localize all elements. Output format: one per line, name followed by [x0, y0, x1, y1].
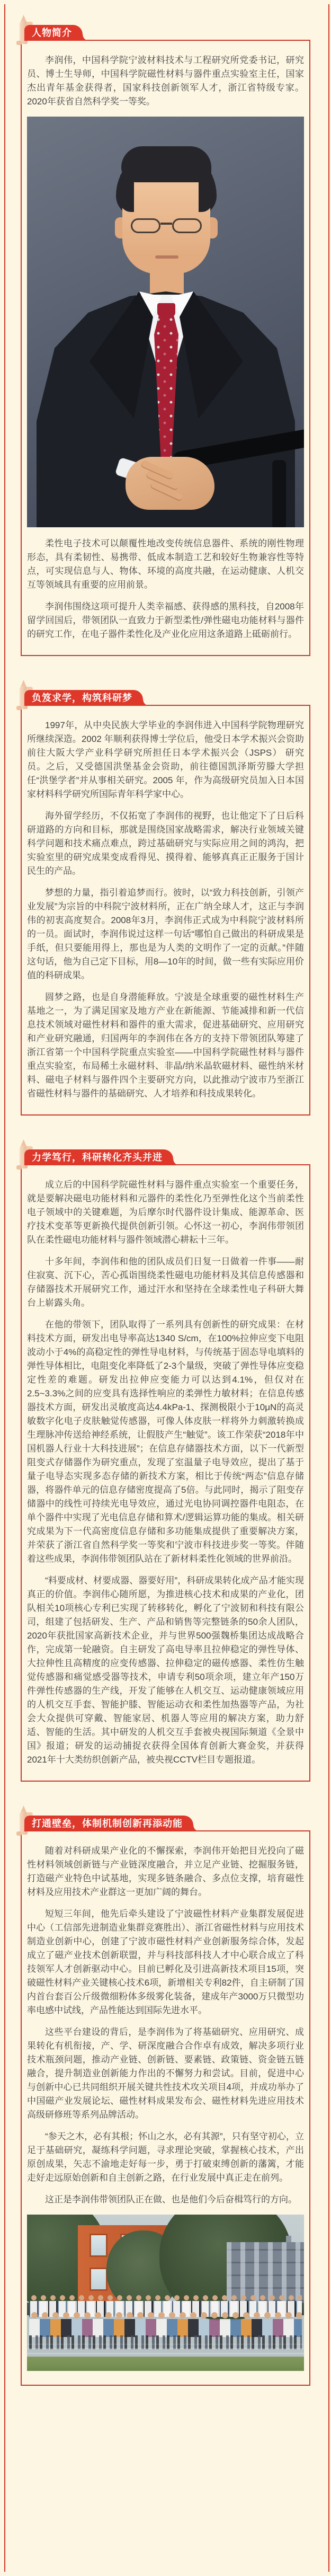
paragraph: 成立后的中国科学院磁性材料与器件重点实验室一个重要任务，就是要解决磁电功能材料和元器件的柔性化乃至弹性化这个当前柔性电子领域中的关键难题，为后摩尔时代器件设计集成、能源革命、医疗技术变革等更新换代提供创新引领。心怀这一初心，李润伟带领团队在柔性磁电功能材料与器件领域潜心耕耘十三年。 — [27, 1180, 304, 1245]
paragraph: 梦想的力量，指引着追梦而行。彼时，以“致力科技创新，引领产业发展”为宗旨的中科院宁波材料所，正在广纳全球人才，这正与李润伟的初衷高度契合。2008年3月，李润伟正式成为中科院宁波材料所的一员。面试时，李润伟说过这样一句话“哪怕自己做出的科研成果是手纸，但只要能用得上，那也是为人类的文明作了一定的贡献。”伴随这句话，他为自己定下目标，用8—10年的时间，做一些有实际应用价值的科研成果。 — [27, 888, 304, 980]
section-profile — [21, 0, 310, 656]
paragraph: 1997年，从中央民族大学毕业的李润伟进入中国科学院物理研究所继续深造。2002 年顺利获得博士学位后，他受日本学术振兴会资助前往大阪大学产业科学研究所担任日本学术振兴会（JSPS） 研究员。之后，又受德国洪堡基金会资助，前往德国凯泽斯劳滕大学担任“洪堡学者”并从事相关研究。2005 年，作为高级研究员加入日本国家材料科学研究所国际青年科学家中心。 — [27, 720, 304, 799]
section-badge-mechanism: 打通壁垒，体制机制创新再添动能 — [24, 1816, 193, 1831]
section-box-study — [21, 705, 310, 1116]
section-badge-study: 负笈求学，构筑科研梦 — [24, 690, 143, 706]
paragraph: 这些平台建设的背后，是李润伟为了将基础研究、应用研究、成果转化有机衔接，产、学、研深度融合合作卓有成效，解决多项行业技术瓶颈问题，推动产业链、创新链、要素链、政策链、资金链五链融合，提升制造业创新能力作出的不懈努力和尝试。目前，促进中心与创新中心已共同组织开展关键共性技术攻关项目4项，并成功举办了中国磁产业发展论坛、磁性材料成果发布会、磁性材料先进应用技术高级研修班等系列品牌活动。 — [27, 2027, 304, 2120]
paragraph: “料要成材、材要成器、器要好用”，科研成果转化成产品才能实现真正的价值。李润伟心随所愿，为推进核心技术和成果的产业化，团队相关10项核心专利已实现了转移转化，孵化了宁波韧和科技有限公司，组建了包括研发、生产、产品和销售等完整链条的50余人团队，2020年获批国家高新技术企业，并与世界500强魏桥集团达成战略合作，完成第一轮融资。自主研发了高电导率且拉伸稳定的弹性导体、大拉伸性且高精度的应变传感器、拉伸稳定的磁传感器、柔性仿生触觉传感器和痛觉感受器等技术，申请专利50项余项，建立年产150万件弹性传感器的生产线，开发了能够在人机交互、运动健康领域应用的人机交互手套、智能护膝、智能运动衣和柔性加热器等产品，为社会大众提供可穿戴、智能家居、机器人等应用的解决方案，助力舒适、智能的生活。其中研发的人机交互手套被央视国际频道《全景中国》报道；研发的运动捕捉衣获得全国体育创新大赛金奖，并获得2021年十大类纺织创新产品，被央视CCTV栏目专题报道。 — [27, 1575, 304, 1765]
portrait-glasses — [131, 218, 202, 235]
left-accent-line — [4, 4, 5, 2572]
section-box-mechanism — [21, 1830, 310, 2386]
section-badge-research: 力学笃行，科研转化齐头并进 — [24, 1149, 173, 1165]
paragraph: 短短三年间，他先后牵头建设了宁波磁性材料产业集群发展促进中心（工信部先进制造业集群竞赛胜出）、浙江省磁性材料与应用技术制造业创新中心，创建了宁波市磁性材料产业创新服务综合体，发起成立了磁产业技术创新联盟，并与科技部科技人才中心联合成立了科技领军人才创新驱动中心。目前已孵化及引进高新技术项目15项，突破磁性材料产业关键核心技术6项，新增相关专利82件，自主研制了国内首台套百公斤级微细粉体多级雾化装备，建成年产3000万只微型功率电感中试线，产品性能达到国际先进水平。 — [27, 1909, 304, 2015]
paragraph: 随着对科研成果产业化的不懈探索，李润伟开始把目光投向了磁性材料领域创新链与产业链深度融合，并立足产业链、挖掘服务链，打造磁产业特色中试基地，实现多链条融合、多点位支撑，培育磁性材料及应用技术产业群这一更加广阔的舞台。 — [27, 1846, 304, 1897]
team-group-photo[interactable] — [27, 2215, 304, 2371]
paragraph: 李润伟，中国科学院宁波材料技术与工程研究所党委书记，研究员、博士生导师，中国科学院磁性材料与器件重点实验室主任，国家杰出青年基金获得者，国家科技创新领军人才，浙江省特级专家。2020年获省自然科学奖一等奖。 — [27, 55, 304, 107]
paragraph: 这正是李润伟带领团队正在做、也是他们今后奋楫笃行的方向。 — [45, 2194, 297, 2205]
right-accent-line — [328, 4, 329, 2572]
section-research — [21, 1149, 310, 1782]
paragraph: 圆梦之路，也是自身潜能释放。宁波是全球重要的磁性材料生产基地之一，为了满足国家及地方产业在新能源、节能减排和新一代信息技术领域对磁性材料和器件的重大需求，促进基础研究、应用研究和产业研究融通，归国两年的李润伟在各方的支持下带领团队筹建了浙江省第一个中国科学院重点实验室——中国科学院磁性材料与器件重点实验室，布局稀土永磁材料、非晶/纳米晶软磁材料、磁性纳米材料、磁电子材料与器件四个主要研究方向，以此推动宁波市乃至浙江省磁性材料与器件的基础研究、人才培养和科技成果转化。 — [27, 992, 304, 1099]
paragraph: 十多年间，李润伟和他的团队成员们日复一日做着一件事——耐住寂寞、沉下心，苦心孤诣围绕柔性磁电功能材料及其信息传感器和存储器技术开展研究工作，通过汗水和坚持在全球柔性电子科研大舞台上崭露头角。 — [27, 1256, 304, 1308]
paragraph: 柔性电子技术可以颠覆性地改变传统信息器件、系统的刚性物理形态，具有柔韧性、易携带、低成本制造工艺和较好生物兼容性等特点，可实现信息与人、物体、环境的高度共融，在运动健康、人机交互等领域具有重要的应用前景。 — [27, 538, 304, 590]
section-badge-profile: 人物简介 — [24, 25, 83, 41]
paragraph: “参天之木，必有其根；怀山之水，必有其源”，只有坚守初心，立足于基础研究，凝练科学问题，寻求理论突破，掌握核心技术，产出原创成果，矢志不渝地走好每一步，勇于打破束缚创新的藩篱，才能走好走远原始创新和自主创新之路，在行业发展中真正走在前列。 — [27, 2131, 304, 2183]
section-mechanism — [21, 1816, 310, 2386]
paragraph: 在他的带领下，团队取得了一系列具有创新性的研究成果：在材料技术方面，研发出电导率高达1340 S/cm，在100%拉伸应变下电阻波动小于4%的高稳定性的弹性导电材料，与传统基于固态导电填料的弹性导体相比，电阻变化率降低了2-3个量级，突破了弹性导体应变稳定性差的难题。研发出拉伸应变能力可以达到4.1%，但仅对在2.5~3.3%之间的应变具有选择性响应的柔弹性力敏材料；在信息传感器技术方面，研发出灵敏度高达4.4kPa-1、探测极限小于10μN的高灵敏数字化电子皮肤触觉传感器，可像人体皮肤一样将外力刺激转换成生理脉冲传送给神经系统，让假肢产生“触觉”。该工作荣获“2018年中国机器人行业十大科技进展”；在信息存储器技术方面，以下一代新型阻变式存储器作为研究重点，发现了室温量子电导效应，提出了基于量子电导态实现多态存储的新技术方案，相比于传统“两态”信息存储器，将器件单元的信息存储密度提高了5倍。与此同时，揭示了阻变存储器中的线性可持续光电导效应，通过光电协同调控器件电阻态，在单个器件中实现了光电信息存储和算术/逻辑运算功能的集成。相关研究成果为下一代高密度信息存储和多功能集成提供了重要解决方案，并荣获了浙江省自然科学奖一等奖和宁波市科技进步奖一等奖。伴随着这些成果，李润伟带领团队站在了新材料柔性化领域的世界前沿。 — [27, 1320, 304, 1564]
portrait-photo[interactable] — [27, 117, 304, 527]
paragraph: 海外留学经历，不仅拓宽了李润伟的视野，也让他定下了日后科研道路的方向和目标，那就是围绕国家战略需求，解决行业领域关键科学问题和技术痛点难点，跨过基础研究与实际应用之间的鸿沟，把实验室里的研究成果变成看得见、摸得着、能够真真正正服务于国计民生的产品。 — [27, 811, 304, 876]
grass — [27, 2357, 304, 2371]
section-study — [21, 690, 310, 1116]
section-box-profile — [21, 40, 310, 656]
paragraph: 李润伟围绕这项可提升人类幸福感、获得感的黑科技，自2008年留学回国后，带领团队一直致力于新型柔性/弹性磁电功能材料与器件的研究工作，在电子器件柔性化及产业化应用这条道路上砥砺前行。 — [27, 601, 304, 639]
section-box-research — [21, 1164, 310, 1782]
